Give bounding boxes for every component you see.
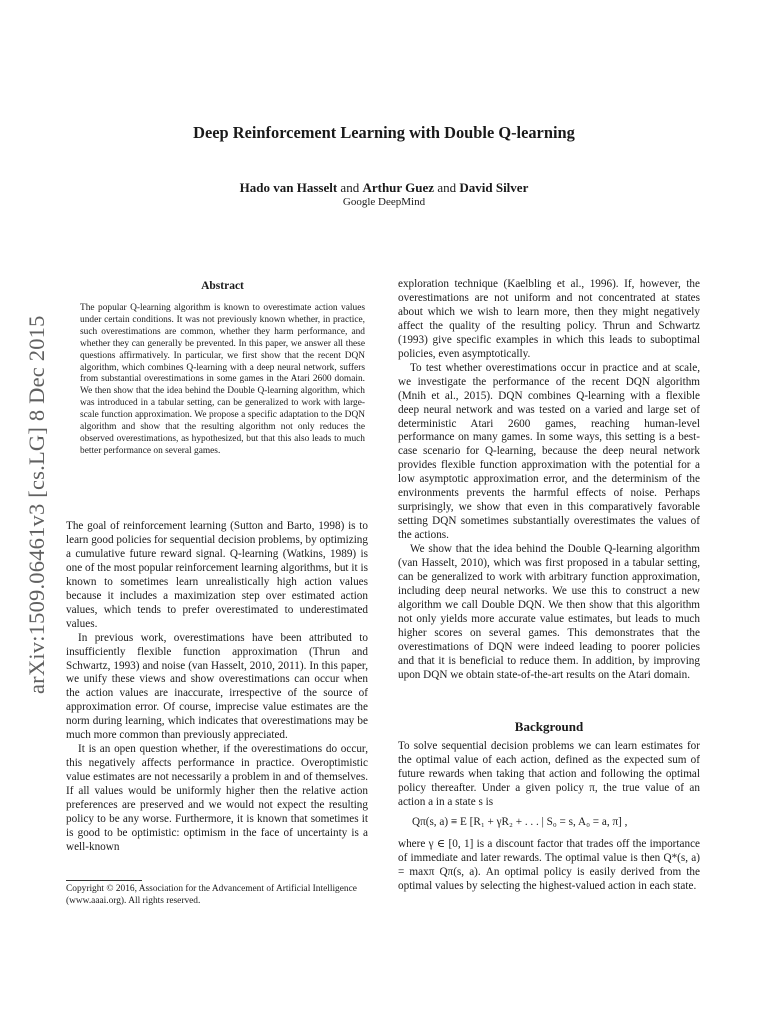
author-name: Hado van Hasselt [239,180,338,195]
background-continuation [398,838,700,894]
copyright-footnote: Copyright © 2016, Association for the Advancement of Artificial Intelligence (www.aaai.org). All rights reserved. [66,884,357,906]
affiliation: Google DeepMind [342,196,426,208]
paragraph: We show that the idea behind the Double Q-learning algorithm (van Hasselt, 2010), which was first proposed in a tabular setting, can be generalized to work with arbitrary function approximation, including deep neural networks. We use this to construct a new algorithm we call Double DQN. We then show that this algorithm not only yields more accurate value estimates, but leads to much higher scores on several games. This demonstrates that the overestimations of DQN were indeed leading to poorer policies and that it is beneficial to reduce them. In addition, by improving upon DQN we obtain state-of-the-art results on the Atari domain. [398,543,700,681]
background-intro [398,740,700,810]
paragraph: To solve sequential decision problems we can learn estimates for the optimal value of each action, defined as the expected sum of future rewards when taking that action and following the optimal policy thereafter. Under a given policy π, the true value of an action a in a state s is [398,740,700,808]
right-column-body [398,278,700,683]
author-separator: and [340,180,360,195]
paragraph: It is an open question whether, if the overestimations do occur, this negatively affects performance in practice. Overoptimistic value estimates are not necessarily a problem in and of themselves. If all values would be uniformly higher then the relative action preferences are preserved and we would not expect the resulting policy to be any worse. Furthermore, it is known that sometimes it is good to be optimistic: optimism in the face of uncertainty is a well-known [66,743,368,853]
paragraph: exploration technique (Kaelbling et al., 1996). If, however, the overestimations are not uniform and not concentrated at states about which we wish to learn more, then they might negatively affect the quality of the resulting policy. Thrun and Schwartz (1993) give specific examples in which this leads to suboptimal policies, even asymptotically. [398,278,700,360]
author-name: David Silver [459,180,529,195]
abstract-heading: Abstract [201,280,244,292]
author-separator: and [437,180,457,195]
section-heading-background: Background [514,719,584,734]
paper-title: Deep Reinforcement Learning with Double Q-learning [193,123,575,142]
paragraph: To test whether overestimations occur in practice and at scale, we investigate the performance of the recent DQN algorithm (Mnih et al., 2015). DQN combines Q-learning with a flexible deep neural network and was tested on a varied and large set of deterministic Atari 2600 games, reaching human-level performance on many games. In some ways, this setting is a best-case scenario for Q-learning, because the deep neural network provides flexible function approximation with the potential for a low asymptotic approximation error, and the determinism of the environments prevents the harmful effects of noise. Perhaps surprisingly, we show that even in this comparatively favorable setting DQN sometimes substantially overestimates the values of the actions. [398,361,700,542]
paragraph: where γ ∈ [0, 1] is a discount factor that trades off the importance of immediate and later rewards. The optimal value is then Q*(s, a) = maxπ Qπ(s, a). An optimal policy is easily derived from the optimal values by selecting the highest-valued action in each state. [398,838,700,892]
left-column-body [66,520,368,855]
value-equation: Qπ(s, a) ≡ E [R₁ + γR₂ + . . . | S₀ = s, A₀ = a, π] , [412,816,628,828]
footnote-divider [66,880,142,881]
author-name: Arthur Guez [362,180,435,195]
paragraph: The goal of reinforcement learning (Sutton and Barto, 1998) is to learn good policies for sequential decision problems, by optimizing a cumulative future reward signal. Q-learning (Watkins, 1989) is one of the most popular reinforcement learning algorithms, but it is known to sometimes learn unrealistically high action values because it includes a maximization step over estimated action values, which tends to prefer overestimated to underestimated values. [66,520,368,630]
author-list [0,180,768,196]
arxiv-stamp: arXiv:1509.06461v3 [cs.LG] 8 Dec 2015 [24,315,49,695]
abstract-text: The popular Q-learning algorithm is known to overestimate action values under certain conditions. It was not previously known whether, in practice, such overestimations are common, whether they harm performance, and whether they can generally be prevented. In this paper, we answer all these questions affirmatively. In particular, we first show that the recent DQN algorithm, which combines Q-learning with a deep neural network, suffers from substantial overestimations in some games in the Atari 2600 domain. We then show that the idea behind the Double Q-learning algorithm, which was introduced in a tabular setting, can be generalized to work with large-scale function approximation. We propose a specific adaptation to the DQN algorithm and show that the resulting algorithm not only reduces the observed overestimations, as hypothesized, but that this also leads to much better performance on several games. [80,303,365,456]
paragraph: In previous work, overestimations have been attributed to insufficiently flexible function approximation (Thrun and Schwartz, 1993) and noise (van Hasselt, 2010, 2011). In this paper, we unify these views and show overestimations can occur when the action values are inaccurate, irrespective of the source of approximation error. Of course, imprecise value estimates are the norm during learning, which indicates that overestimations may be much more common than previously appreciated. [66,631,368,742]
